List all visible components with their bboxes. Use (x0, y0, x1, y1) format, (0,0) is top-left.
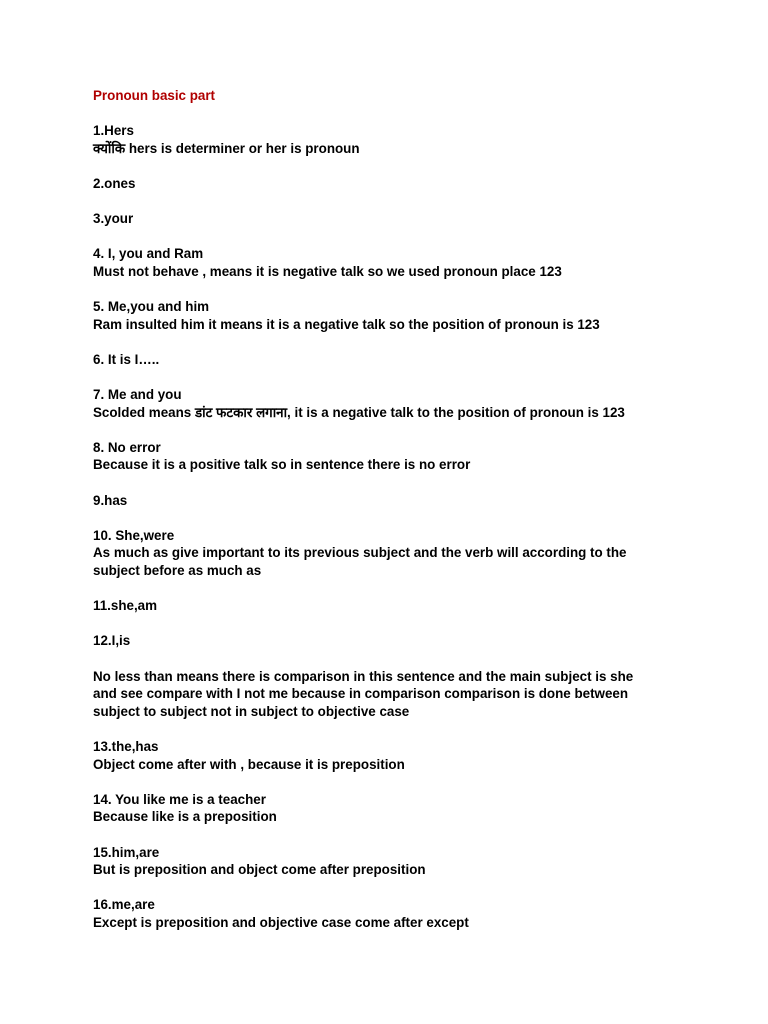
answer-heading: 2.ones (93, 175, 136, 191)
answer-heading: 9.has (93, 492, 128, 508)
answer-item-12-explanation (93, 668, 733, 721)
answer-heading: 15.him,are (93, 844, 160, 860)
answer-item-6 (93, 351, 733, 369)
answer-heading: 8. No error (93, 439, 161, 455)
answer-heading: 13.the,has (93, 738, 159, 754)
answer-explanation: क्योंकि hers is determiner or her is pronoun (93, 140, 360, 156)
answer-heading: 4. I, you and Ram (93, 246, 204, 262)
answer-item-11 (93, 597, 733, 615)
answer-item-1 (93, 122, 733, 157)
answer-item-2 (93, 175, 733, 193)
answer-item-14 (93, 791, 733, 826)
answer-heading: 11.she,am (93, 598, 158, 614)
answer-item-9 (93, 492, 733, 510)
answer-heading: 5. Me,you and him (93, 299, 210, 315)
answer-item-3 (93, 210, 733, 228)
answer-explanation: Because like is a preposition (93, 809, 277, 825)
answer-item-10 (93, 527, 733, 580)
answer-item-5 (93, 298, 733, 333)
document-title: Pronoun basic part (93, 88, 216, 103)
answer-explanation: subject before as much as (93, 563, 262, 579)
answer-heading: 14. You like me is a teacher (93, 791, 266, 807)
answer-explanation: Ram insulted him it means it is a negative talk so the position of pronoun is 123 (93, 316, 600, 332)
answer-explanation: Must not behave , means it is negative talk so we used pronoun place 123 (93, 263, 562, 279)
answer-explanation: Except is preposition and objective case come after except (93, 914, 469, 930)
answer-heading: 12.I,is (93, 633, 131, 649)
answer-heading: 10. She,were (93, 527, 175, 543)
document-page (93, 87, 733, 949)
answer-item-8 (93, 439, 733, 474)
answer-explanation: No less than means there is comparison in this sentence and the main subject is she (93, 668, 634, 684)
answer-heading: 1.Hers (93, 123, 134, 139)
answer-explanation: Because it is a positive talk so in sentence there is no error (93, 457, 471, 473)
answer-explanation: Object come after with , because it is preposition (93, 756, 405, 772)
answer-heading: 6. It is I….. (93, 351, 160, 367)
answer-item-15 (93, 844, 733, 879)
answer-explanation: Scolded means डांट फटकार लगाना, it is a negative talk to the position of pronoun is 123 (93, 404, 625, 420)
answer-explanation: As much as give important to its previous subject and the verb will according to the (93, 545, 627, 561)
answer-item-12 (93, 632, 733, 650)
answer-heading: 3.your (93, 211, 134, 227)
answer-explanation: But is preposition and object come after preposition (93, 862, 426, 878)
answer-item-13 (93, 738, 733, 773)
answer-explanation: and see compare with I not me because in comparison comparison is done between (93, 686, 629, 702)
answer-explanation: subject to subject not in subject to objective case (93, 703, 410, 719)
answer-heading: 7. Me and you (93, 387, 182, 403)
answer-heading: 16.me,are (93, 897, 155, 913)
answer-item-4 (93, 245, 733, 280)
answer-item-16 (93, 896, 733, 931)
answer-item-7 (93, 386, 733, 421)
